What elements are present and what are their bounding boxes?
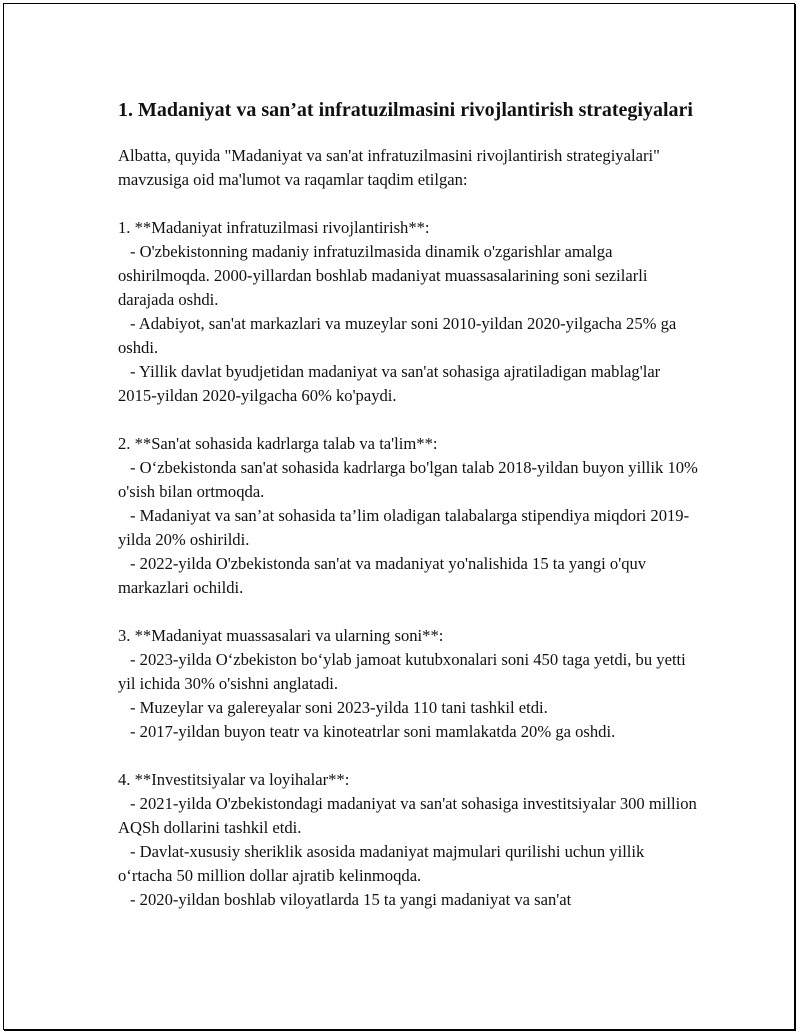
section-4	[118, 768, 698, 912]
section-heading: 2. **San'at sohasida kadrlarga talab va ta'lim**:	[118, 434, 438, 453]
bullet-item: - Yillik davlat byudjetidan madaniyat va san'at sohasiga ajratiladigan mablag'lar 2015-yildan 2020-yilgacha 60% ko'paydi.	[118, 362, 661, 405]
bullet-item: - 2017-yildan buyon teatr va kinoteatrlar soni mamlakatda 20% ga oshdi.	[130, 722, 616, 741]
section-1	[118, 216, 698, 408]
section-heading: 4. **Investitsiyalar va loyihalar**:	[118, 770, 350, 789]
bullet-item: - O'zbekistonning madaniy infratuzilmasida dinamik o'zgarishlar amalga oshirilmoqda. 2000-yillardan boshlab madaniyat muassasalarining soni sezilarli darajada oshdi.	[118, 242, 648, 309]
bullet-item: - 2023-yilda O‘zbekiston bo‘ylab jamoat kutubxonalari soni 450 taga yetdi, bu yetti yil ichida 30% o'sishni anglatadi.	[118, 650, 686, 693]
bullet-item: - Adabiyot, san'at markazlari va muzeylar soni 2010-yildan 2020-yilgacha 25% ga oshdi.	[118, 314, 677, 357]
document-page	[3, 3, 795, 1030]
intro-paragraph: Albatta, quyida "Madaniyat va san'at infratuzilmasini rivojlantirish strategiyalari" mavzusiga oid ma'lumot va raqamlar taqdim etilgan:	[118, 146, 660, 189]
bullet-item: - O‘zbekistonda san'at sohasida kadrlarga bo'lgan talab 2018-yildan buyon yillik 10% o'sish bilan ortmoqda.	[118, 458, 698, 501]
bullet-item: - 2022-yilda O'zbekistonda san'at va madaniyat yo'nalishida 15 ta yangi o'quv markazlari ochildi.	[118, 554, 647, 597]
section-3	[118, 624, 698, 744]
bullet-item: - Muzeylar va galereyalar soni 2023-yilda 110 tani tashkil etdi.	[130, 698, 548, 717]
section-2	[118, 432, 698, 600]
document-title: 1. Madaniyat va san’at infratuzilmasini rivojlantirish strategiyalari	[118, 99, 693, 121]
bullet-item: - 2021-yilda O'zbekistondagi madaniyat va san'at sohasiga investitsiyalar 300 million AQSh dollarini tashkil etdi.	[118, 794, 697, 837]
section-heading: 3. **Madaniyat muassasalari va ularning soni**:	[118, 626, 444, 645]
bullet-item: - 2020-yildan boshlab viloyatlarda 15 ta yangi madaniyat va san'at	[130, 890, 572, 909]
section-heading: 1. **Madaniyat infratuzilmasi rivojlantirish**:	[118, 218, 430, 237]
bullet-item: - Madaniyat va san’at sohasida ta’lim oladigan talabalarga stipendiya miqdori 2019-yilda 20% oshirildi.	[118, 506, 690, 549]
bullet-item: - Davlat-xususiy sheriklik asosida madaniyat majmulari qurilishi uchun yillik o‘rtacha 50 million dollar ajratib kelinmoqda.	[118, 842, 645, 885]
document-content	[118, 96, 698, 912]
